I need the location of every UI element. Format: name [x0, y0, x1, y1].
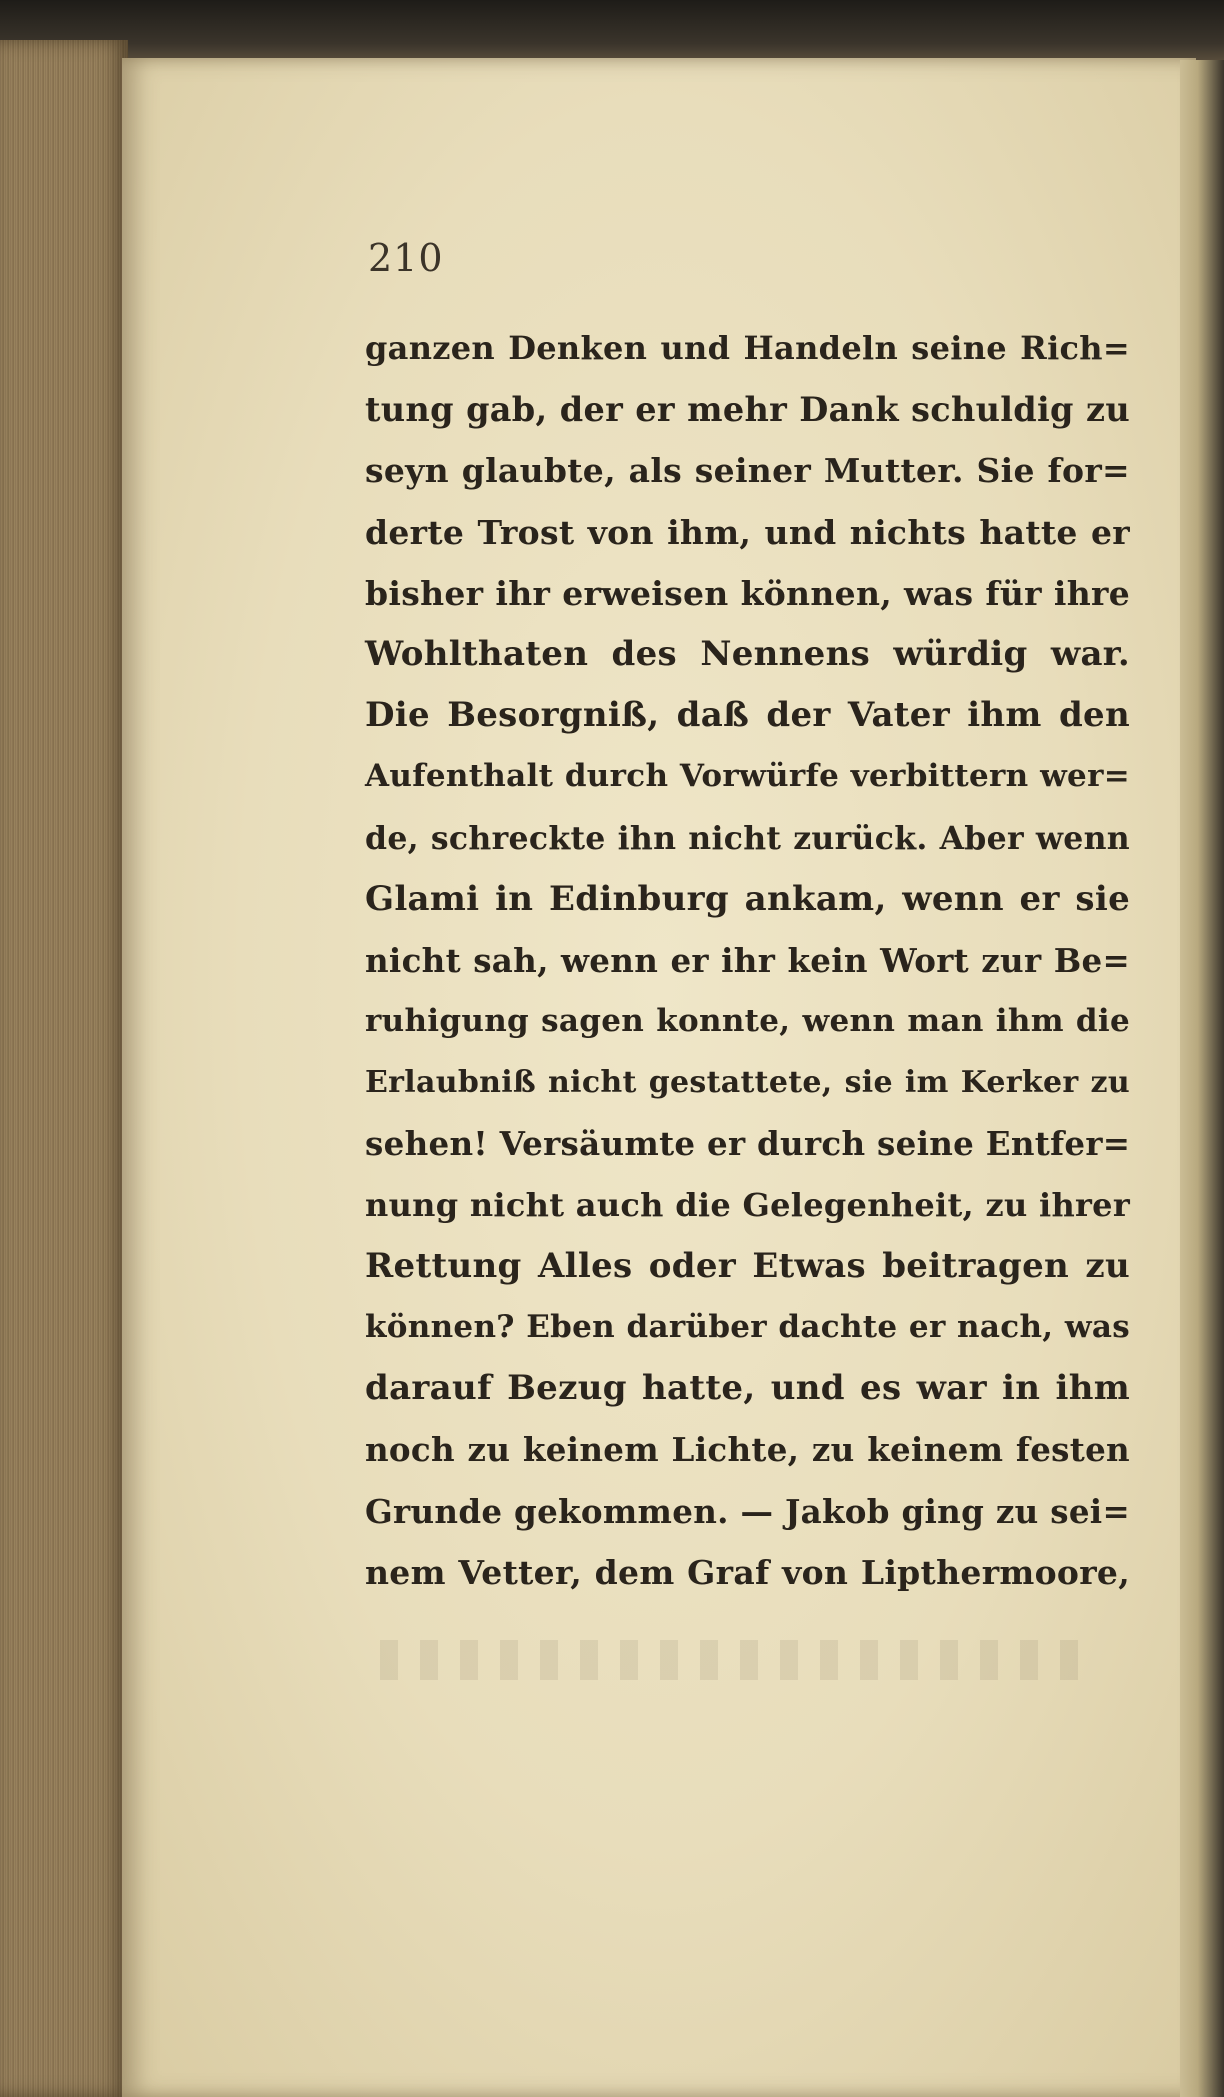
text-line: nung nicht auch die Gelegenheit, zu ihrer [365, 1185, 1130, 1224]
text-line: Erlaubniß nicht gestattete, sie im Kerker zu [365, 1065, 1130, 1101]
book-page-edges [0, 40, 128, 2097]
text-line: noch zu keinem Lichte, zu keinem festen [365, 1430, 1130, 1470]
text-line: Grunde gekommen. — Jakob ging zu sei= [365, 1491, 1130, 1531]
book-right-edge [1180, 60, 1224, 2097]
text-line: derte Trost von ihm, und nichts hatte er [365, 512, 1130, 552]
page-number: 210 [368, 236, 444, 280]
bleed-through-text [380, 1640, 1100, 1680]
text-line: bisher ihr erweisen können, was für ihre [365, 573, 1130, 613]
text-line: nem Vetter, dem Graf von Lipthermoore, [365, 1552, 1130, 1592]
book-cover-top [0, 0, 1224, 62]
text-line: darauf Bezug hatte, und es war in ihm [365, 1368, 1130, 1409]
text-line: Rettung Alles oder Etwas beitragen zu [365, 1245, 1130, 1286]
text-line: seyn glaubte, als seiner Mutter. Sie for= [365, 451, 1130, 491]
text-line: tung gab, der er mehr Dank schuldig zu [365, 390, 1130, 430]
text-line: Glami in Edinburg ankam, wenn er sie [365, 878, 1130, 919]
text-line: Aufenthalt durch Vorwürfe verbittern wer= [365, 758, 1130, 795]
text-line: ruhigung sagen konnte, wenn man ihm die [365, 1003, 1130, 1040]
text-line: können? Eben darüber dachte er nach, was [365, 1309, 1130, 1345]
text-line: Wohlthaten des Nennens würdig war. [365, 633, 1130, 674]
text-line: de, schreckte ihn nicht zurück. Aber wenn [365, 819, 1130, 857]
text-line: ganzen Denken und Handeln seine Rich= [365, 329, 1130, 367]
text-line: nicht sah, wenn er ihr kein Wort zur Be= [365, 940, 1130, 980]
body-text [365, 318, 1130, 1603]
text-line: Die Besorgniß, daß der Vater ihm den [365, 695, 1130, 736]
text-line: sehen! Versäumte er durch seine Entfer= [365, 1124, 1131, 1164]
